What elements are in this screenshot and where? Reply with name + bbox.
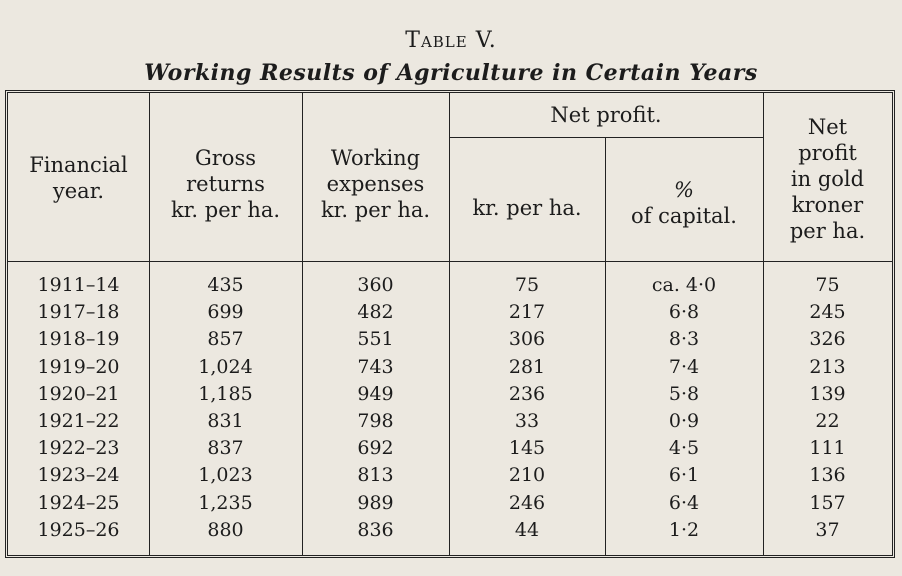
cell-net-profit-kr: 145 (508, 437, 546, 460)
data-table (5, 90, 895, 558)
cell-net-profit-gold: 157 (809, 491, 846, 514)
header-bottom-rule (8, 261, 892, 262)
table-row (8, 436, 892, 460)
cell-gross-returns: 857 (207, 328, 244, 351)
cell-net-profit-gold: 136 (809, 464, 846, 487)
cell-gross-returns: 837 (207, 437, 244, 460)
cell-working-expenses: 551 (357, 328, 394, 351)
cell-working-expenses: 836 (357, 518, 394, 541)
cell-net-profit-kr: 210 (508, 464, 546, 487)
cell-net-profit-gold: 37 (815, 518, 840, 541)
cell-net-profit-pct: ca. 4·0 (651, 274, 717, 296)
cell-working-expenses: 743 (357, 355, 394, 378)
cell-year: 1923–24 (37, 464, 120, 487)
cell-net-profit-pct: 6·8 (668, 301, 700, 324)
cell-net-profit-pct: 7·4 (668, 355, 700, 378)
cell-net-profit-gold: 75 (815, 274, 840, 296)
cell-working-expenses: 482 (357, 301, 394, 324)
cell-net-profit-pct: 4·5 (668, 437, 700, 460)
cell-net-profit-pct: 1·2 (668, 518, 700, 541)
cell-net-profit-kr: 246 (508, 491, 546, 514)
cell-year: 1925–26 (37, 518, 120, 541)
cell-gross-returns: 831 (207, 410, 244, 432)
table-row (8, 327, 892, 351)
cell-year: 1924–25 (37, 491, 120, 514)
cell-net-profit-gold: 22 (815, 410, 840, 432)
header-working-expenses: Working expenses kr. per ha. (320, 146, 431, 222)
table-row (8, 491, 892, 515)
header-financial-year: Financial year. (29, 153, 128, 203)
cell-year: 1918–19 (37, 328, 120, 351)
cell-net-profit-gold: 139 (809, 382, 846, 405)
cell-working-expenses: 949 (357, 382, 394, 405)
cell-working-expenses: 798 (357, 410, 394, 432)
header-net-pct-capital: % of capital. (631, 178, 737, 228)
cell-gross-returns: 435 (207, 274, 244, 296)
cell-net-profit-gold: 111 (809, 437, 846, 460)
header-net-kr-per-ha: kr. per ha. (472, 196, 582, 220)
header-gross-returns: Gross returns kr. per ha. (170, 146, 281, 222)
cell-net-profit-pct: 0·9 (668, 410, 700, 432)
cell-net-profit-kr: 217 (508, 301, 546, 324)
table-row (8, 273, 892, 297)
cell-gross-returns: 880 (207, 518, 244, 541)
cell-working-expenses: 813 (357, 464, 394, 487)
table-number: Table V. (405, 28, 497, 53)
cell-gross-returns: 1,024 (198, 355, 253, 378)
cell-year: 1920–21 (37, 382, 120, 405)
cell-working-expenses: 692 (357, 437, 394, 460)
cell-gross-returns: 1,235 (198, 491, 253, 514)
table-row (8, 382, 892, 406)
header-net-profit-group: Net profit. (550, 103, 662, 127)
cell-working-expenses: 360 (357, 274, 394, 296)
cell-net-profit-pct: 6·1 (668, 464, 700, 487)
header-group-rule (449, 137, 763, 138)
cell-net-profit-pct: 5·8 (668, 382, 700, 405)
header-net-profit-gold: Net profit in gold kroner per ha. (789, 115, 866, 243)
cell-working-expenses: 989 (357, 491, 394, 514)
cell-net-profit-kr: 75 (514, 274, 540, 296)
cell-net-profit-kr: 236 (508, 382, 546, 405)
cell-net-profit-pct: 8·3 (668, 328, 700, 351)
table-row (8, 409, 892, 433)
cell-net-profit-kr: 44 (514, 518, 540, 541)
cell-year: 1917–18 (37, 301, 120, 324)
cell-net-profit-kr: 306 (508, 328, 546, 351)
cell-net-profit-pct: 6·4 (668, 491, 700, 514)
cell-gross-returns: 1,023 (198, 464, 253, 487)
cell-net-profit-gold: 213 (809, 355, 846, 378)
cell-year: 1911–14 (37, 274, 120, 296)
cell-net-profit-kr: 33 (514, 410, 540, 432)
table-row (8, 300, 892, 324)
table-title: Working Results of Agriculture in Certain Years (144, 60, 758, 86)
cell-net-profit-gold: 326 (809, 328, 846, 351)
cell-gross-returns: 699 (207, 301, 244, 324)
table-row (8, 518, 892, 542)
cell-gross-returns: 1,185 (198, 382, 253, 405)
cell-net-profit-kr: 281 (508, 355, 546, 378)
cell-year: 1919–20 (37, 355, 120, 378)
table-row (8, 463, 892, 487)
cell-net-profit-gold: 245 (809, 301, 846, 324)
cell-year: 1921–22 (37, 410, 120, 432)
cell-year: 1922–23 (37, 437, 120, 460)
table-row (8, 355, 892, 379)
